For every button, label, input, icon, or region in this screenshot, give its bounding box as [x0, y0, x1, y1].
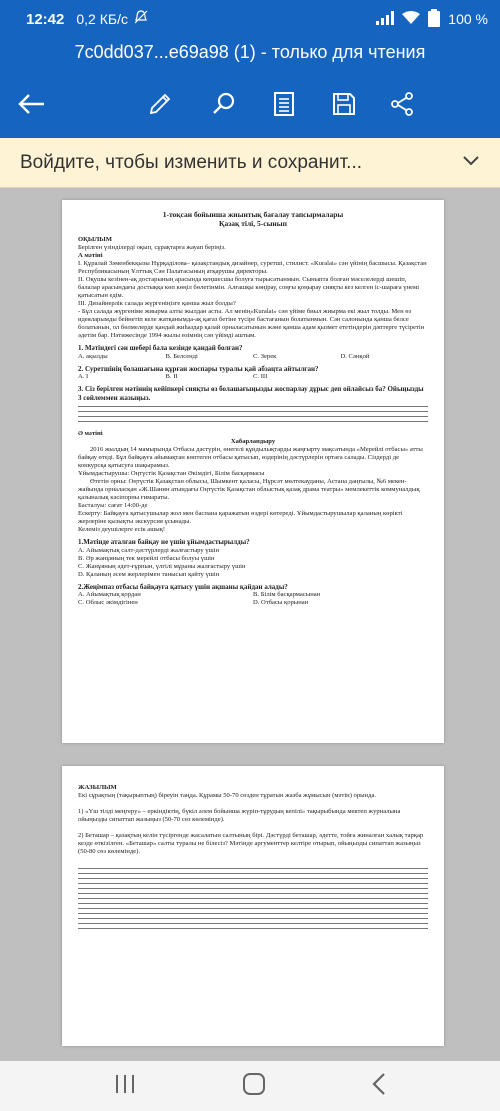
text-a-paragraph-4: - Бұл салада жүргеніме жиырма алты жылдан асты. Ал менің«Kuralai» сән үйіме биыл жиырма екі жыл толды. Мен өз идеяларымды бейнетіп келе жатқанымда-ақ қағаз бетіне түсіре бастағанын болатынмын. Сән салонында қанша белсе болатынын, ол бөлмелерде қандай жиһаздар қалай орналасатынын және қанша адам қызмет ететіндерін дәптерге түсіретін әдетім бар. Нәтижесінде 1994 жылы өзімнің сән үйімді аштым.: [78, 308, 425, 339]
nav-back-icon[interactable]: [371, 1072, 387, 1101]
system-nav-bar: [0, 1061, 500, 1111]
option: С. Жанұяның әдет-ғұрпын, үлгілі мұраны жалғастыру үшін: [78, 562, 246, 570]
reading-instruction: Берілген үзінділерді оқып, сұрақтарға жауап беріңіз.: [78, 244, 226, 251]
text-b-paragraph-3: Өтетін орны: Оңтүстік Қазақстан облысы, Шымкент қаласы, Нұрсәт мөлтекауданы, Астана даңғылы, №6 мекен-жайында орналасқан «Ж.Шанин атындағы Оңтүстік Қазақстан облыстық қазақ драма театры» мемлекеттік коммуналдық қазыналық кәсіпорны ғимараты.: [78, 478, 420, 501]
question-2-options: [78, 373, 428, 381]
question-1: 1. Мәтіндегі сән шебері бала кезінде қандай болған?: [78, 344, 243, 352]
document-page-2: [62, 766, 444, 1046]
document-title: 7c0dd037...e69a98 (1) - только для чтения: [74, 42, 426, 62]
text-b-paragraph-5: Ескерту: Байқауға қатысушылар жол мен баспана қаражатын өздері көтереді. Ұйымдастырушылар қаланың көрікті жерлеріне қызықты экскурсия ұсынады.: [78, 510, 403, 525]
recent-apps-icon[interactable]: [113, 1073, 137, 1100]
status-bar: [0, 0, 500, 38]
sign-in-banner[interactable]: [0, 138, 500, 188]
book-icon[interactable]: [264, 84, 304, 124]
writing-topic-2: 2) Беташар – қазақтың келін түсіргенде жасалатын салтының бірі. Дәстүрді беташар, әдетте, тойға жиналған халық тарқар кезде өткізілген. «Беташар» салты туралы не білесіз? Мәтінде аргументтер келтіре отырып, ойыңызды сипаттап жазыңыз (50-80 сөз көлемінде).: [78, 832, 424, 855]
option: А. Айымақтық салт-дәстүрлерді жалғастыру үшін: [78, 546, 220, 554]
text-b-title: Хабарландыру: [230, 438, 276, 445]
text-b-label: Ә мәтіні: [78, 430, 103, 437]
question-1-options: [78, 353, 428, 361]
question-4: 1.Мәтінде аталған байқау не үшін ұйымдастырылды?: [78, 538, 250, 546]
reading-heading: ОҚЫЛЫМ: [78, 236, 112, 243]
writing-heading: ЖАЗЫЛЫМ: [78, 784, 117, 791]
document-page-1: [62, 200, 444, 743]
app-bar: [0, 38, 500, 138]
answer-line: [78, 924, 428, 929]
home-icon[interactable]: [242, 1072, 266, 1101]
battery-icon: [428, 9, 440, 30]
text-b-paragraph-6: Келеміз деушілерге есік ашық!: [78, 526, 166, 533]
doc-header-2: Қазақ тілі, 5-сынып: [219, 219, 287, 228]
option: А. І: [78, 373, 89, 380]
battery-level: 100 %: [448, 11, 488, 27]
doc-header-1: 1-тоқсан бойынша жиынтық бағалау тапсырмалары: [162, 210, 344, 219]
option: А. Айымақтық қордан: [78, 591, 141, 598]
text-a-paragraph-2: ІІ. Оқушы кезінен-ақ достарының арасында кеңшесшы болуға тырысатынмын. Сыныпта болған мәселелерді шешіп, балалар арасындағы достыққа көп көңіл бөлетінмін. Алғашқы көңірау, соңғы қоңырау сияқты кез келген іс-шараға үнемі қатысатын едім.: [78, 276, 420, 299]
question-5-options: [78, 591, 428, 607]
edit-icon[interactable]: [140, 84, 180, 124]
question-3: 3. Сіз берілген мәтіннің кейіпкері сияқты өз болашағыңызды жоспарлау дұрыс деп ойлайсыз ба? Ойыңызды 3 сөйлеммен жазыңыз.: [78, 385, 424, 402]
toolbar: [0, 74, 500, 134]
writing-topic-1: 1) «Үш тілді меңгеру» – еркіндіктің, бүкіл әлем бойынша жүріп-тұрудың кепілі» тақырыбында мектеп журналына ойыңызды сипаттап жазыңыз (50-70 сөз көлемінде).: [78, 808, 401, 823]
option: В. Білім басқармасынан: [253, 591, 321, 598]
option: В. ІІ: [165, 373, 178, 380]
text-a-paragraph-3: ІІІ. Дизайнерлік салада жүргеніңізге қанша жыл болды?: [78, 300, 236, 307]
signal-icon: [376, 11, 394, 28]
text-b-paragraph-1: 2016 жылдың 14 мамырында Отбасы дәстүрін, өнегелі құндылықтарды жаңғырту мақсатында «Мерейлі отбасы» атты байқау өтеді. Бұл байқауға айымақтан көптеген отбасы қатысып, өздерінің дәстүрлерін ортаға салады. Сіздерді де конкурсқа қатысуға шақырамыз.: [78, 446, 423, 469]
option: С. Зерек: [253, 352, 277, 360]
option: В. Белсенді: [165, 352, 198, 360]
chevron-down-icon[interactable]: [462, 154, 480, 172]
share-icon[interactable]: [382, 84, 422, 124]
status-time: 12:42: [26, 10, 65, 28]
option: С. ІІІ: [253, 373, 268, 380]
mute-icon: [134, 10, 148, 28]
text-b-paragraph-2: Ұйымдастырушы: Оңтүстік Қазақстан Әкімдігі, Білім басқармасы: [78, 470, 265, 477]
banner-text: Войдите, чтобы изменить и сохранит...: [20, 151, 363, 173]
text-a-label: А мәтіні: [78, 252, 103, 259]
question-5: 2.Жеңімпаз отбасы байқауға қатысу үшін ақшаны қайдан алады?: [78, 582, 288, 591]
option: В. Әр жанұяның тек мерейлі отбасы болуы үшін: [78, 554, 215, 562]
option: А. ақылды: [78, 352, 108, 360]
option: D. Отбасы қорынан: [253, 599, 309, 606]
option: D. Қаланың әсем жерлерімен танысып қайту үшін: [78, 570, 220, 578]
search-icon[interactable]: [204, 84, 244, 124]
wifi-icon: [402, 11, 420, 28]
question-2: 2. Суретшінің болашағына құрған жоспары туралы қай абзацта айтылған?: [78, 364, 319, 373]
text-b-paragraph-4: Басталуы: сағат 14:00-де: [78, 502, 148, 509]
save-icon[interactable]: [324, 84, 364, 124]
option: D. Сәнқой: [340, 352, 370, 360]
back-arrow-icon[interactable]: [12, 84, 52, 124]
text-a-paragraph-1: І. Құралай Зәменбекқызы Нұрқаділова– қазақстандық дизайнер, суретші, стилист. «Kuralai» сән үйінің басшысы. Қазақстан Республикасының Ұлттық Сән Палатасының атқарушы директоры.: [78, 260, 427, 275]
writing-instruction: Екі сұрақтың (тақырыптың) біреуін таңда. Құрамы 50-70 сөзден тұратын жазба жұмысын (мәтін) орында.: [78, 792, 377, 799]
option: С. Облыс әкімдігінен: [78, 599, 138, 606]
network-speed: 0,2 КБ/с: [76, 11, 128, 27]
